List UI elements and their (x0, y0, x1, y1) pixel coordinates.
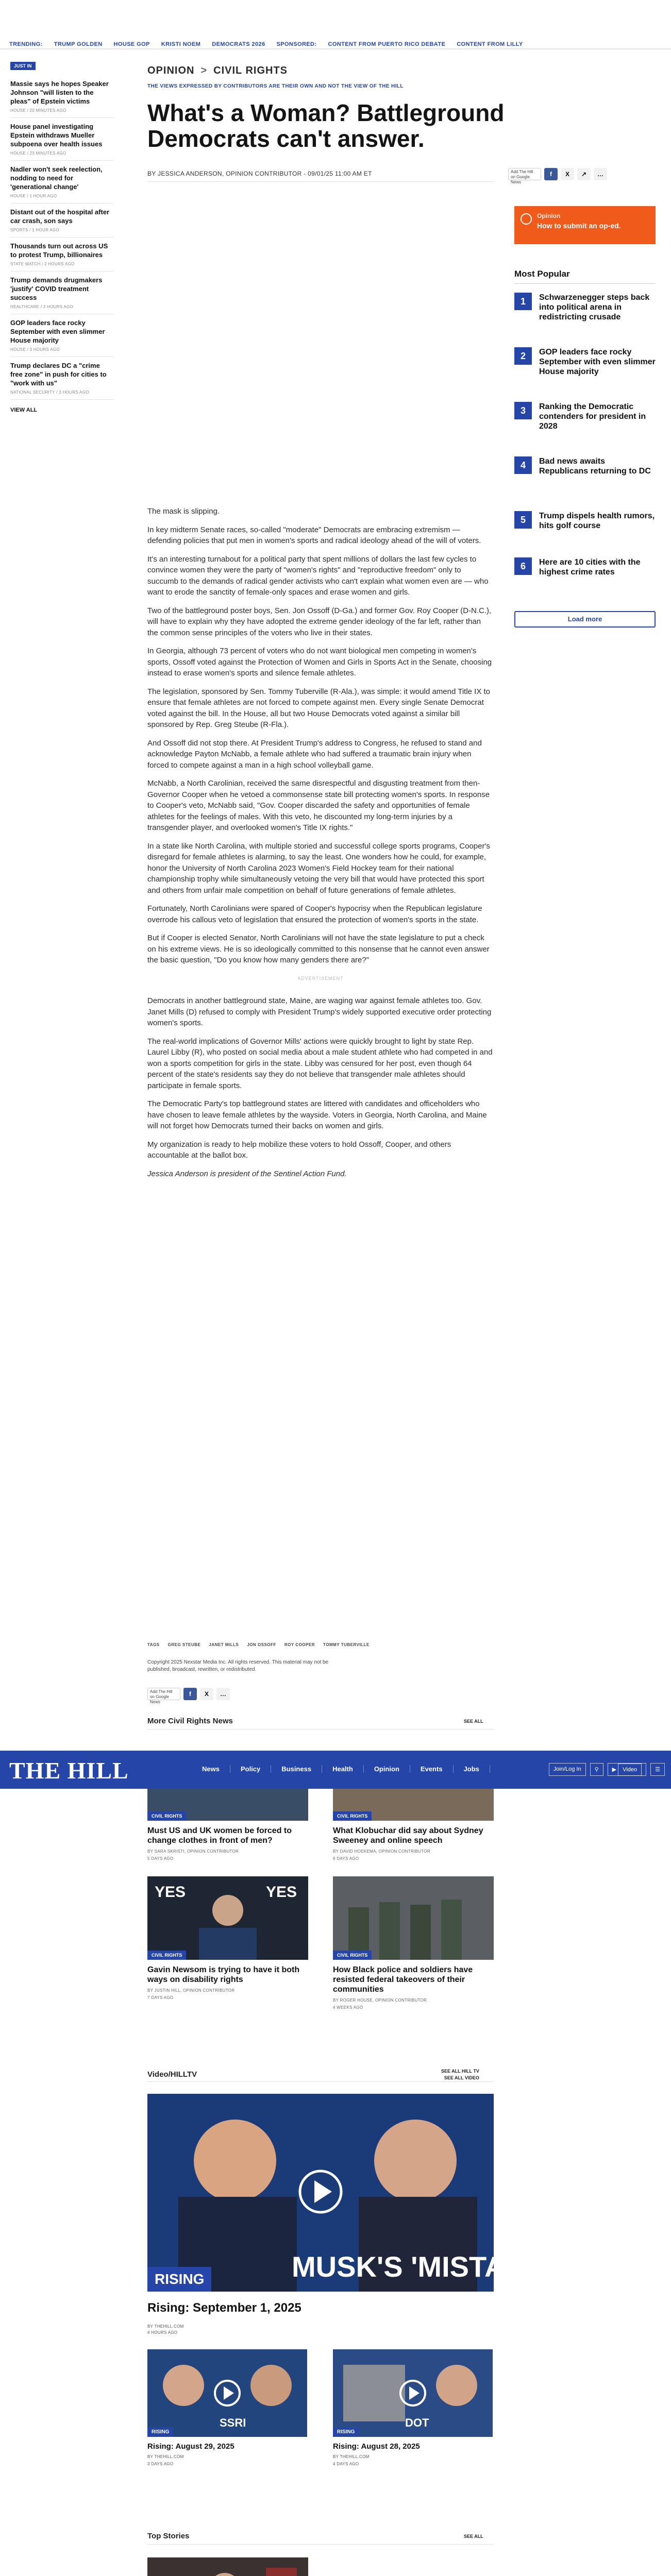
rank-badge: 5 (514, 511, 532, 529)
site-logo[interactable]: THE HILL (9, 1757, 129, 1784)
tag-list (147, 1642, 370, 1647)
most-popular-title-text[interactable]: Ranking the Democratic contenders for president in 2028 (539, 402, 646, 431)
newsom-photo (147, 1876, 308, 1960)
video-card[interactable] (147, 2349, 307, 2467)
nav-item-news[interactable]: News (192, 1765, 230, 1773)
story-card[interactable] (147, 2557, 308, 2576)
x-icon[interactable]: X (200, 1688, 213, 1700)
video-button[interactable]: ▶ Video (608, 1763, 646, 1776)
story-card[interactable] (147, 1789, 308, 1862)
rail-item-meta: HOUSE / 23 MINUTES AGO (10, 151, 66, 156)
rail-item-title[interactable]: House panel investigating Epstein withdraws Mueller subpoena over health issues (10, 123, 103, 148)
most-popular-item[interactable] (514, 293, 656, 322)
copyright-notice: Copyright 2025 Nexstar Media Inc. All rights reserved. This material may not be published, broadcast, rewritten, or redistributed. (147, 1659, 329, 1672)
just-in-badge: JUST IN (10, 62, 36, 70)
rank-badge: 4 (514, 456, 532, 474)
story-time: 7 DAYS AGO (147, 1995, 174, 2000)
header-actions (549, 1763, 665, 1776)
rail-item-meta: NATIONAL SECURITY / 3 HOURS AGO (10, 390, 89, 395)
tag-link[interactable]: ROY COOPER (284, 1642, 315, 1647)
most-popular-item[interactable] (514, 557, 656, 577)
advertisement-label: ADVERTISEMENT (297, 975, 344, 981)
rail-item-title[interactable]: Nadler won't seek reelection, nodding to need for 'generational change' (10, 165, 103, 191)
story-image[interactable] (147, 1876, 308, 1960)
featured-video-byline (147, 2324, 184, 2336)
video-card-image[interactable] (333, 2349, 493, 2437)
tags-label: TAGS (147, 1642, 160, 1647)
most-popular-title-text[interactable]: Bad news awaits Republicans returning to DC (539, 457, 651, 476)
x-icon[interactable]: X (561, 168, 574, 180)
video-card-image[interactable] (147, 2349, 307, 2437)
menu-icon[interactable]: ☰ (650, 1763, 665, 1776)
rail-item[interactable] (10, 75, 113, 118)
nav-item-opinion[interactable]: Opinion (364, 1765, 410, 1773)
story-image[interactable] (147, 2557, 308, 2576)
search-icon[interactable]: ⚲ (590, 1763, 603, 1776)
rail-item-meta: SPORTS / 1 HOUR AGO (10, 228, 59, 232)
featured-video[interactable] (147, 2094, 552, 2292)
video-card[interactable] (333, 2349, 493, 2467)
video-card-thumbnail (147, 2349, 307, 2437)
most-popular-title-text[interactable]: Here are 10 cities with the highest crime rates (539, 558, 641, 577)
soldiers-photo (333, 1876, 494, 1960)
story-time: 5 DAYS AGO (147, 1856, 174, 1861)
paragraph: The mask is slipping. (147, 507, 220, 516)
just-in-rail (10, 61, 113, 413)
byline-text: BY THEHILL.COM (147, 2324, 184, 2329)
load-more-button[interactable]: Load more (514, 611, 656, 628)
story-image[interactable] (333, 1789, 494, 1821)
trending-bar (0, 0, 671, 49)
category-tag: CIVIL RIGHTS (147, 1951, 186, 1960)
most-popular-item[interactable] (514, 347, 656, 377)
video-card-thumbnail (333, 2349, 493, 2437)
story-title[interactable]: What Klobuchar did say about Sydney Sweeney and online speech (333, 1826, 483, 1845)
tag-link[interactable]: JON OSSOFF (247, 1642, 276, 1647)
rail-item-title[interactable]: Distant out of the hospital after car crash, son says (10, 208, 110, 225)
story-title[interactable]: How Black police and soldiers have resisted federal takeovers of their communities (333, 1965, 473, 1994)
divider (147, 2544, 494, 2545)
divider (514, 283, 656, 284)
story-title[interactable]: Must US and UK women be forced to change clothes in front of men? (147, 1826, 292, 1845)
sticky-header (0, 1751, 671, 1789)
video-thumbnail (147, 2094, 552, 2292)
paragraph: The legislation, sponsored by Sen. Tommy Tuberville (R-Ala.), was simple: it would amend Title IX to ensure that female athletes are not forced to compete against men. Every single Senate Democrat voted against the bill. In the House, all but two House Democrats voted against a similar bill sponsored by Rep. Greg Steube (R-Fla.). (147, 687, 491, 729)
nav-item-health[interactable]: Health (322, 1765, 364, 1773)
story-byline: BY ROGER HOUSE, OPINION CONTRIBUTOR (333, 1998, 427, 2003)
main-nav (192, 1765, 490, 1773)
paragraph: It's an interesting turnabout for a political party that spent millions of dollars the last few cycles to convince women they were the party of "women's rights" and "reproductive freedom" only to succumb to the demands of radical gender activists who can't explain what women even are — who want to erode the sanctity of female-only spaces and erase women and girls. (147, 554, 489, 597)
svg-text:YES: YES (266, 1884, 297, 1901)
share-bar (508, 168, 607, 184)
section-title: More Civil Rights News (147, 1717, 233, 1725)
rising-badge: RISING (147, 2267, 211, 2292)
story-byline: BY SARA SKRISTI, OPINION CONTRIBUTOR (147, 1849, 239, 1854)
paragraph: Fortunately, North Carolinians were spared of Cooper's hypocrisy when the Republican legislature overrode his callous veto of legislation that ensured the protection of women's sports in the state. (147, 904, 482, 924)
tag-link[interactable]: GREG STEUBE (167, 1642, 201, 1647)
article-body (147, 506, 494, 1187)
tag-link[interactable]: JANET MILLS (209, 1642, 239, 1647)
house-photo (147, 2557, 308, 2576)
paragraph: The real-world implications of Governor Mills' actions were quickly brought to light by state Rep. Laurel Libby (R), who posted on social media about a male student athlete who had competed in and won a sports competition for girls in the state. Libby was censured for her post, even though 64 percent of the state's residents say they do not believe that transgender male athletes should participate in female sports. (147, 1037, 493, 1090)
article-byline: BY JESSICA ANDERSON, OPINION CONTRIBUTOR - 09/01/25 11:00 AM ET (147, 170, 372, 177)
breadcrumb-section[interactable]: OPINION (147, 65, 195, 76)
story-byline: BY DAVID HOEKEMA, OPINION CONTRIBUTOR (333, 1849, 430, 1854)
rank-badge: 3 (514, 402, 532, 419)
nav-item-jobs[interactable]: Jobs (454, 1765, 490, 1773)
most-popular-title-text[interactable]: GOP leaders face rocky September with even slimmer House majority (539, 348, 656, 376)
story-card[interactable] (333, 1789, 494, 1862)
rail-item-title[interactable]: Trump demands drugmakers 'justify' COVID treatment success (10, 276, 103, 301)
time-text: 4 HOURS AGO (147, 2330, 178, 2335)
sponsored-link[interactable]: CONTENT FROM LILLY (457, 41, 523, 47)
video-card-overlay: SSRI (220, 2416, 246, 2429)
share-bar-bottom (147, 1688, 230, 1704)
video-card-title[interactable]: Rising: August 28, 2025 (333, 2442, 420, 2451)
story-title[interactable]: Gavin Newsom is trying to have it both ways on disability rights (147, 1965, 300, 1984)
more-icon[interactable]: … (594, 168, 607, 180)
rail-item[interactable] (10, 238, 113, 272)
rail-item-meta: HOUSE / 20 MINUTES AGO (10, 108, 66, 113)
rail-item[interactable] (10, 357, 113, 400)
video-label: Video (618, 1764, 642, 1776)
most-popular-title: Most Popular (514, 269, 570, 279)
divider (0, 48, 671, 49)
rail-item[interactable] (10, 204, 113, 238)
breadcrumb-subsection[interactable]: CIVIL RIGHTS (213, 65, 288, 76)
rail-item[interactable] (10, 161, 113, 204)
section-title: Video/HILLTV (147, 2070, 197, 2079)
category-tag: CIVIL RIGHTS (333, 1811, 372, 1821)
rail-item-meta: STATE WATCH / 2 HOURS AGO (10, 262, 75, 266)
rank-badge: 6 (514, 557, 532, 575)
paragraph: And Ossoff did not stop there. At President Trump's address to Congress, he refused to stand and acknowledge Payton McNabb, a female athlete who had suffered a traumatic brain injury when forced to compete against a man in a high school volleyball game. (147, 738, 482, 770)
breadcrumb (147, 65, 288, 77)
trending-link[interactable]: KRISTI NOEM (161, 41, 201, 47)
login-button[interactable]: Join/Log In (549, 1763, 586, 1776)
story-image[interactable] (333, 1876, 494, 1960)
share-icon[interactable]: ↗ (577, 168, 591, 180)
facebook-icon[interactable]: f (183, 1688, 197, 1700)
rail-item-title[interactable]: Trump declares DC a "crime free zone" in push for cities to "work with us" (10, 362, 107, 387)
op-ed-promo[interactable] (514, 206, 656, 244)
see-all-video-link[interactable]: SEE ALL VIDEO (444, 2075, 479, 2080)
rail-item-title[interactable]: Thousands turn out across US to protest Trump, billionaires (10, 242, 108, 259)
video-card-byline: BY THEHILL.COM (147, 2454, 184, 2459)
nav-item-business[interactable]: Business (271, 1765, 322, 1773)
story-image[interactable] (147, 1789, 308, 1821)
sponsored-label: SPONSORED: (276, 41, 317, 47)
view-all-link[interactable]: VIEW ALL (10, 407, 38, 413)
paragraph: In key midterm Senate races, so-called "moderate" Democrats are embracing extremism — defending policies that put men in women's sports and radical ideology ahead of the will of voters. (147, 525, 481, 545)
rail-item[interactable] (10, 118, 113, 161)
divider (147, 181, 494, 182)
paragraph: Two of the battleground poster boys, Sen. Jon Ossoff (D-Ga.) and former Gov. Roy Cooper (D-N.C.), will have to explain why they have adopted the extreme gender ideology of the far left, rather than the common sense principles of the voters who live in their states. (147, 606, 492, 637)
featured-video-title[interactable]: Rising: September 1, 2025 (147, 2301, 301, 2315)
rail-item[interactable] (10, 272, 113, 314)
nav-item-policy[interactable]: Policy (230, 1765, 271, 1773)
trending-link[interactable]: TRUMP GOLDEN (54, 41, 103, 47)
section-title: Top Stories (147, 2532, 190, 2540)
see-all-hilltv-link[interactable]: SEE ALL HILL TV (441, 2069, 479, 2074)
most-popular-title-text[interactable]: Trump dispels health rumors, hits golf course (539, 512, 655, 530)
video-card-byline: BY THEHILL.COM (333, 2454, 370, 2459)
trending-link[interactable]: DEMOCRATS 2026 (212, 41, 265, 47)
divider (147, 1729, 494, 1730)
rail-item[interactable] (10, 314, 113, 357)
most-popular-title-text[interactable]: Schwarzenegger steps back into political arena in redistricting crusade (539, 293, 650, 321)
sponsored-link[interactable]: CONTENT FROM PUERTO RICO DEBATE (328, 41, 446, 47)
svg-text:YES: YES (155, 1884, 186, 1901)
more-icon[interactable]: … (216, 1688, 230, 1700)
category-tag: CIVIL RIGHTS (333, 1951, 372, 1960)
see-all-links (441, 2068, 479, 2081)
rail-item-title[interactable]: Massie says he hopes Speaker Johnson "will listen to the pleas" of Epstein victims (10, 80, 109, 105)
story-time: 4 WEEKS AGO (333, 2005, 363, 2010)
lightbulb-icon (521, 213, 532, 225)
paragraph: In a state like North Carolina, with multiple storied and successful college sports programs, Cooper's disregard for female athletes is alarming, to say the least. One wonders how he could, for example, honor the University of North Carolina 2023 Women's Field Hockey team for their national championship trophy while simultaneously vetoing the very bill that would have protected this sport and others from unfair male competition on behalf of future generations of female athletes. (147, 841, 490, 895)
video-card-title[interactable]: Rising: August 29, 2025 (147, 2442, 234, 2451)
rising-badge: RISING (147, 2427, 173, 2437)
trending-link[interactable]: HOUSE GOP (113, 41, 150, 47)
article-headline: What's a Woman? Battleground Democrats can't answer. (147, 99, 505, 152)
paragraph: My organization is ready to help mobilize these voters to hold Ossoff, Cooper, and others accountable at the ballot box. (147, 1140, 451, 1160)
facebook-icon[interactable]: f (544, 168, 558, 180)
nav-item-events[interactable]: Events (410, 1765, 454, 1773)
category-tag: CIVIL RIGHTS (147, 1811, 186, 1821)
most-popular-item[interactable] (514, 402, 656, 431)
story-time: 6 DAYS AGO (333, 1856, 359, 1861)
rail-item-meta: HOUSE / 3 HOURS AGO (10, 347, 60, 352)
see-all-link[interactable]: SEE ALL (464, 1719, 483, 1724)
opinion-disclaimer: THE VIEWS EXPRESSED BY CONTRIBUTORS ARE THEIR OWN AND NOT THE VIEW OF THE HILL (147, 83, 404, 89)
paragraph: But if Cooper is elected Senator, North Carolinians will not have the state legislature to put a check on his extreme views. He is so ideologically committed to this nonsense that he cannot even answer the basic question, "Do you know how many genders there are?" (147, 934, 490, 964)
story-byline: BY JUSTIN HILL, OPINION CONTRIBUTOR (147, 1988, 235, 1993)
author-bio: Jessica Anderson is president of the Sentinel Action Fund. (147, 1169, 347, 1178)
most-popular-item[interactable] (514, 456, 656, 476)
promo-link[interactable]: How to submit an op-ed. (537, 222, 621, 230)
video-card-time: 3 DAYS AGO (147, 2462, 174, 2466)
video-card-overlay: DOT (405, 2416, 429, 2429)
rail-item-meta: HEALTHCARE / 3 HOURS AGO (10, 304, 74, 309)
paragraph: The Democratic Party's top battleground states are littered with candidates and officeholders who have chosen to leave female athletes by the wayside. Voters in Georgia, North Carolina, and Maine will not forget how Democrats turned their backs on women and girls. (147, 1099, 487, 1130)
story-card[interactable] (333, 1876, 494, 2011)
promo-label: Opinion (537, 212, 561, 219)
trending-label: TRENDING: (9, 41, 43, 47)
see-all-link[interactable]: SEE ALL (464, 2534, 483, 2539)
paragraph: Democrats in another battleground state, Maine, are waging war against female athletes too. Gov. Janet Mills (D) refused to comply with President Trump's widely supported executive order protecting women's sports. (147, 996, 492, 1027)
paragraph: In Georgia, although 73 percent of voters who do not want biological men competing in women's sports, Ossoff voted against the Protection of Women and Girls in Sports Act in the Senate, choosing instead to erase women's sports and silence female athletes. (147, 647, 492, 677)
divider (147, 2081, 494, 2082)
rail-item-title[interactable]: GOP leaders face rocky September with even slimmer House majority (10, 319, 105, 344)
breadcrumb-separator: > (200, 65, 208, 76)
paragraph: McNabb, a North Carolinian, received the same disrespectful and disgusting treatment from then-Governor Cooper when he vetoed a commonsense state bill protecting women's sports. In response to Cooper's veto, McNabb said, "Gov. Cooper discarded the safety and opportunities of female athletes for the feelings of males. With this veto, he discounted my long-term injuries by a transgender player, and overlooked women's Title IX rights." (147, 779, 490, 832)
tag-link[interactable]: TOMMY TUBERVILLE (323, 1642, 370, 1647)
story-card[interactable] (147, 1876, 308, 2001)
video-card-time: 4 DAYS AGO (333, 2462, 359, 2466)
google-news-button[interactable]: Add The Hill on Google News (147, 1688, 180, 1700)
most-popular-item[interactable] (514, 511, 656, 531)
google-news-button[interactable]: Add The Hill on Google News (508, 168, 541, 180)
rank-badge: 1 (514, 293, 532, 310)
rising-badge: RISING (333, 2427, 359, 2437)
video-overlay-text: MUSK'S 'MISTAKE' (292, 2250, 552, 2283)
rail-item-meta: HOUSE / 1 HOUR AGO (10, 194, 57, 198)
rank-badge: 2 (514, 347, 532, 365)
